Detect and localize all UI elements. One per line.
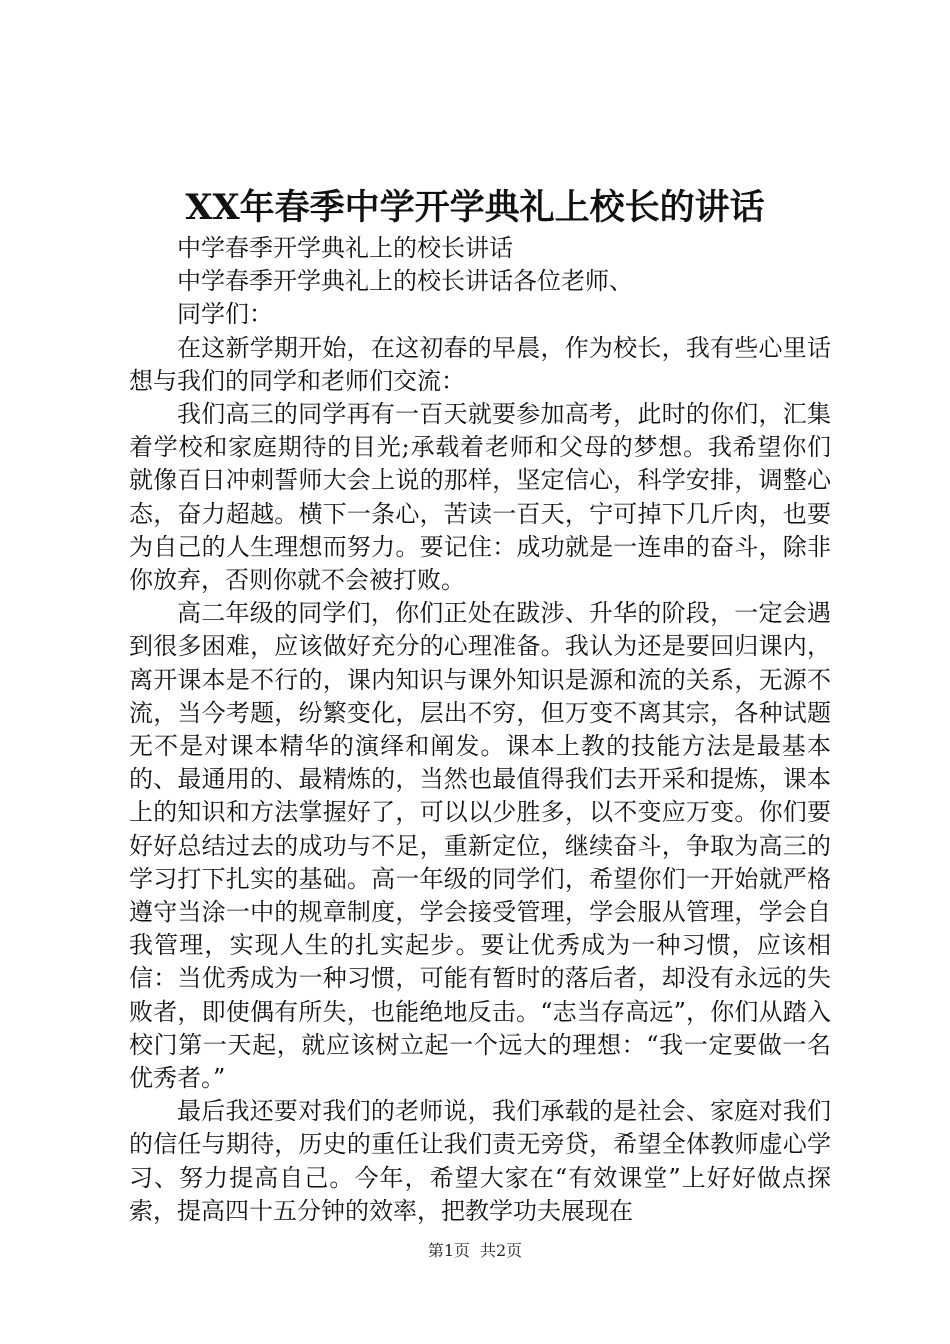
page-number-total: 共2页: [480, 1241, 523, 1260]
page-footer: [0, 1240, 950, 1262]
paragraph-senior-two-one: 高二年级的同学们，你们正处在跋涉、升华的阶段，一定会遇到很多困难，应该做好充分的心理准备。我认为还是要回归课内，离开课本是不行的，课内知识与课外知识是源和流的关系，无源不流，当今考题，纷繁变化，层出不穷，但万变不离其宗，各种试题无不是对课本精华的演绎和阐发。课本上教的技能方法是最基本的、最通用的、最精炼的，当然也最值得我们去开采和提炼，课本上的知识和方法掌握好了，可以以少胜多，以不变应万变。你们要好好总结过去的成功与不足，重新定位，继续奋斗，争取为高三的学习打下扎实的基础。高一年级的同学们，希望你们一开始就严格遵守当涂一中的规章制度，学会接受管理，学会服从管理，学会自我管理，实现人生的扎实起步。要让优秀成为一种习惯，应该相信：当优秀成为一种习惯，可能有暂时的落后者，却没有永远的失败者，即使偶有所失，也能绝地反击。“志当存高远”，你们从踏入校门第一天起，就应该树立起一个远大的理想：“我一定要做一名优秀者。”: [129, 599, 831, 1093]
page-number-current: 第1页: [427, 1241, 470, 1260]
paragraph-intro: 在这新学期开始，在这初春的早晨，作为校长，我有些心里话想与我们的同学和老师们交流：: [129, 333, 831, 395]
paragraph-teachers: 最后我还要对我们的老师说，我们承载的是社会、家庭对我们的信任与期待，历史的重任让我们责无旁贷，希望全体教师虚心学习、努力提高自己。今年，希望大家在“有效课堂”上好好做点探索，提高四十五分钟的效率，把教学功夫展现在: [129, 1097, 831, 1225]
paragraph-senior-three: 我们高三的同学再有一百天就要参加高考，此时的你们，汇集着学校和家庭期待的目光;承载着老师和父母的梦想。我希望你们就像百日冲刺誓师大会上说的那样，坚定信心，科学安排，调整心态，奋力超越。横下一条心，苦读一百天，宁可掉下几斤肉，也要为自己的人生理想而努力。要记住：成功就是一连串的奋斗，除非你放弃，否则你就不会被打败。: [129, 400, 831, 595]
paragraph-subtitle: 中学春季开学典礼上的校长讲话: [177, 234, 513, 262]
document-title: XX年春季中学开学典礼上校长的讲话: [185, 187, 765, 228]
paragraph-subtitle-greeting: 中学春季开学典礼上的校长讲话各位老师、: [177, 267, 633, 296]
paragraph-salutation: 同学们：: [177, 300, 273, 329]
document-body: [129, 232, 831, 1228]
